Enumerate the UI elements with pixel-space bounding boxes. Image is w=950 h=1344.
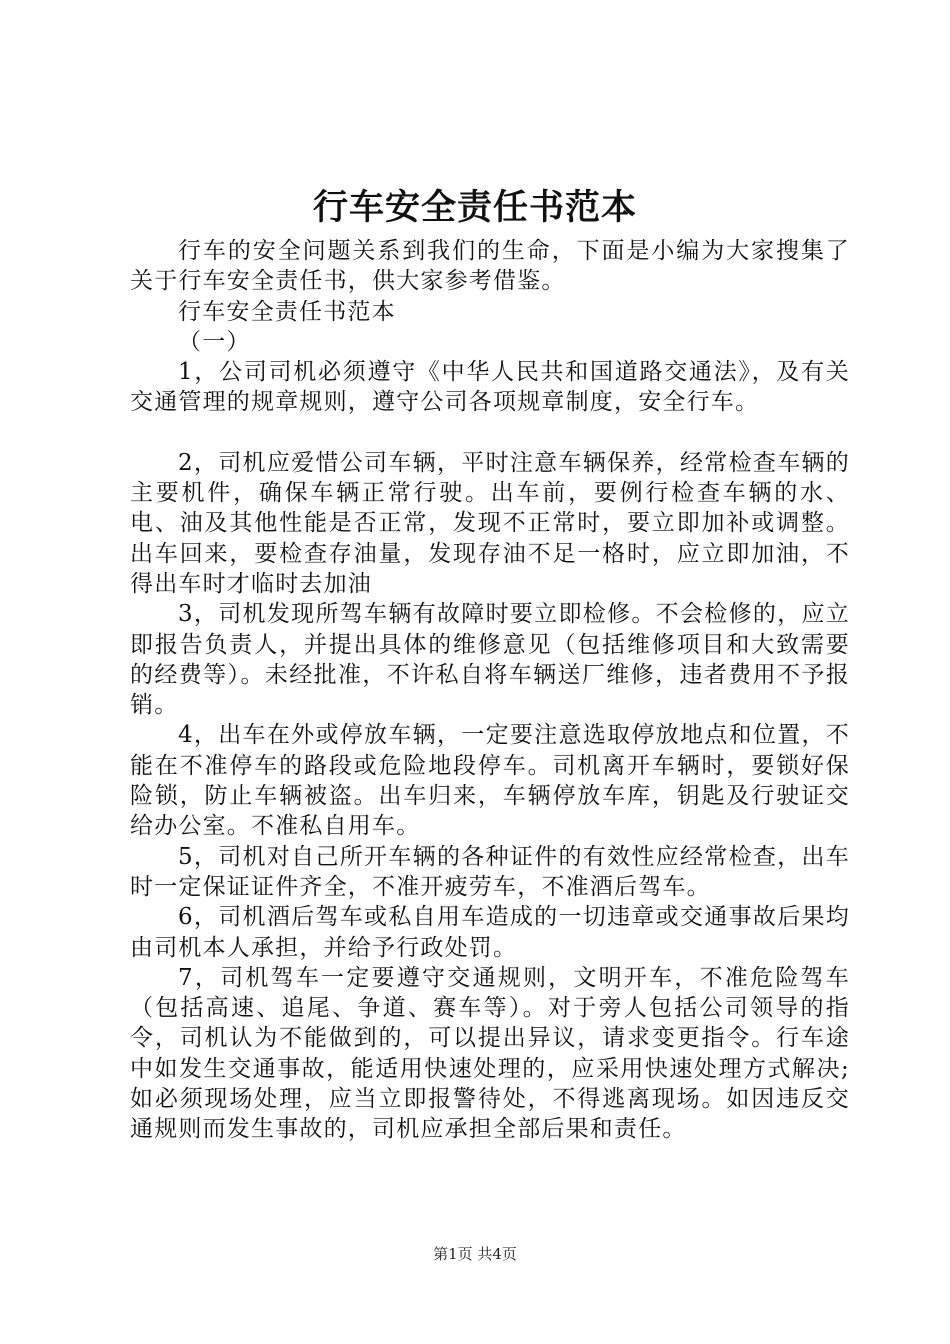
- rule-paragraph-5: 5，司机对自己所开车辆的各种证件的有效性应经常检查，出车时一定保证证件齐全，不准开疲劳车，不准酒后驾车。: [130, 843, 850, 900]
- rule-paragraph-2: 2，司机应爱惜公司车辆，平时注意车辆保养，经常检查车辆的主要机件，确保车辆正常行驶。出车前，要例行检查车辆的水、电、油及其他性能是否正常，发现不正常时，要立即加补或调整。出车回来，要检查存油量，发现存油不足一格时，应立即加油，不得出车时才临时去加油: [130, 449, 850, 597]
- page-footer: 第1页 共4页: [433, 1245, 517, 1263]
- section-number: （一）: [178, 328, 251, 355]
- rule-paragraph-7: 7，司机驾车一定要遵守交通规则，文明开车，不准危险驾车（包括高速、追尾、争道、赛车等）。对于旁人包括公司领导的指令，司机认为不能做到的，可以提出异议，请求变更指令。行车途中如发生交通事故，能适用快速处理的，应采用快速处理方式解决;如必须现场处理，应当立即报警待处，不得逃离现场。如因违反交通规则而发生事故的，司机应承担全部后果和责任。: [130, 964, 850, 1143]
- document-body: [130, 236, 850, 1145]
- rule-paragraph-4: 4，出车在外或停放车辆，一定要注意选取停放地点和位置，不能在不准停车的路段或危险地段停车。司机离开车辆时，要锁好保险锁，防止车辆被盗。出车归来，车辆停放车库，钥匙及行驶证交给办公室。不准私自用车。: [130, 722, 850, 840]
- section-heading: 行车安全责任书范本: [178, 298, 396, 325]
- rule-paragraph-3: 3，司机发现所驾车辆有故障时要立即检修。不会检修的，应立即报告负责人，并提出具体的维修意见（包括维修项目和大致需要的经费等）。未经批准，不许私自将车辆送厂维修，违者费用不予报销。: [130, 601, 850, 719]
- rule-paragraph-6: 6，司机酒后驾车或私自用车造成的一切违章或交通事故后果均由司机本人承担，并给予行政处罚。: [130, 904, 850, 961]
- rule-paragraph-1: 1，公司司机必须遵守《中华人民共和国道路交通法》，及有关交通管理的规章规则，遵守公司各项规章制度，安全行车。: [130, 359, 850, 416]
- document-title: 行车安全责任书范本: [312, 188, 637, 228]
- intro-paragraph: 行车的安全问题关系到我们的生命，下面是小编为大家搜集了关于行车安全责任书，供大家参考借鉴。: [130, 238, 850, 295]
